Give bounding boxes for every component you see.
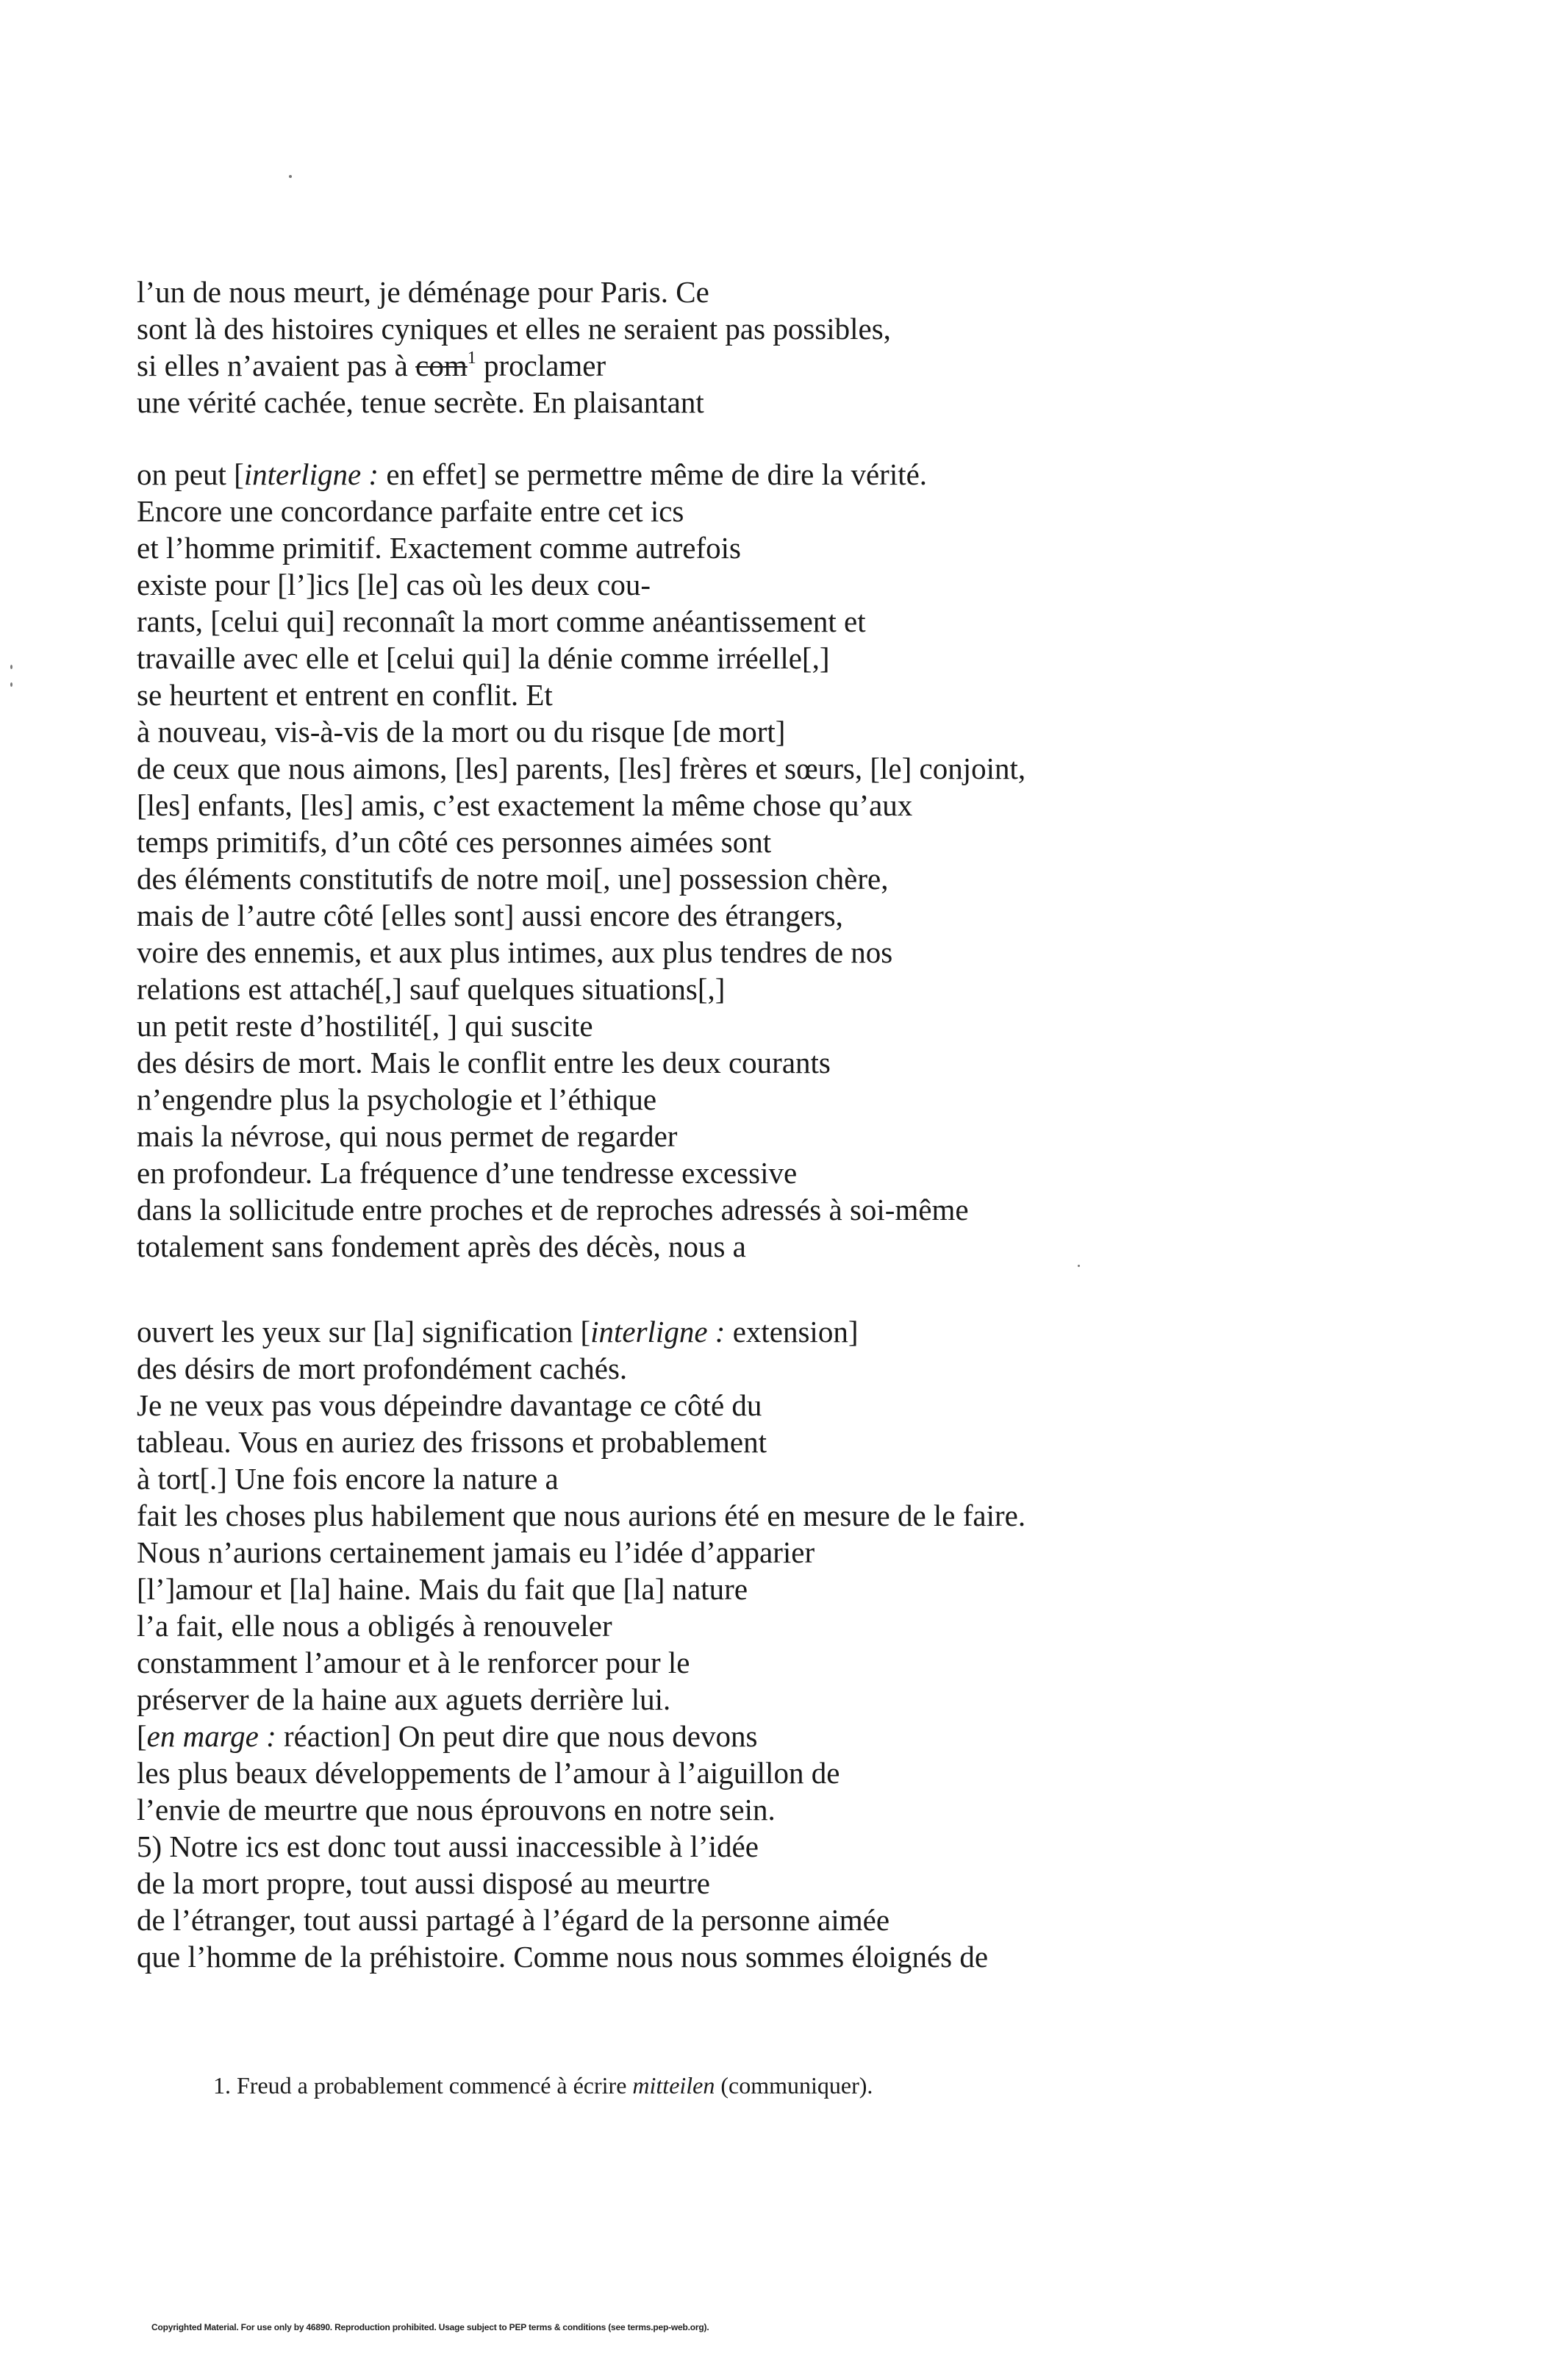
text-line: se heurtent et entrent en conflit. Et [137, 678, 553, 712]
editorial-note: interligne : [590, 1315, 726, 1349]
text-segment: si elles n’avaient pas à [137, 349, 416, 382]
scan-speck [289, 175, 292, 178]
text-line: existe pour [l’]ics [le] cas où les deux cou- [137, 568, 651, 601]
text-line: [l’]amour et [la] haine. Mais du fait que [la] nature [137, 1572, 748, 1606]
text-line: Encore une concordance parfaite entre cet ics [137, 494, 684, 528]
text-line: de la mort propre, tout aussi disposé au meurtre [137, 1866, 710, 1900]
text-line: 5) Notre ics est donc tout aussi inaccessible à l’idée [137, 1829, 759, 1863]
text-segment: 1. Freud a probablement commencé à écrire [213, 2072, 633, 2099]
paragraph-2 [137, 456, 1284, 1265]
text-segment: extension] [725, 1315, 859, 1349]
text-segment: ouvert les yeux sur [la] signification [ [137, 1315, 591, 1349]
text-line: travaille avec elle et [celui qui] la dénie comme irréelle[,] [137, 641, 830, 675]
text-segment: en effet] se permettre même de dire la vérité. [379, 457, 928, 491]
paragraph-1 [137, 274, 1284, 421]
editorial-note: en marge : [146, 1719, 276, 1753]
text-line: une vérité cachée, tenue secrète. En plaisantant [137, 385, 704, 419]
text-line: et l’homme primitif. Exactement comme autrefois [137, 531, 742, 565]
text-segment: [ [137, 1719, 147, 1753]
text-line: dans la sollicitude entre proches et de reproches adressés à soi-même [137, 1193, 969, 1227]
text-line: préserver de la haine aux aguets derrière lui. [137, 1682, 671, 1716]
text-line: n’engendre plus la psychologie et l’éthique [137, 1082, 657, 1116]
text-segment: (communiquer). [715, 2072, 873, 2099]
text-line: mais la névrose, qui nous permet de regarder [137, 1119, 678, 1153]
text-line: tableau. Vous en auriez des frissons et probablement [137, 1425, 767, 1459]
paragraph-3 [137, 1313, 1284, 1975]
text-line: fait les choses plus habilement que nous aurions été en mesure de le faire. [137, 1499, 1026, 1532]
copyright-notice: Copyrighted Material. For use only by 46890. Reproduction prohibited. Usage subject to PEP terms & conditions (see terms.pep-web.org). [151, 2322, 709, 2332]
text-line: l’un de nous meurt, je déménage pour Paris. Ce [137, 275, 709, 309]
footnote-term: mitteilen [632, 2072, 715, 2099]
text-line: Nous n’aurions certainement jamais eu l’idée d’apparier [137, 1535, 815, 1569]
text-segment: réaction] On peut dire que nous devons [276, 1719, 758, 1753]
text-line: de ceux que nous aimons, [les] parents, [les] frères et sœurs, [le] conjoint, [137, 751, 1026, 785]
struck-word: com [415, 349, 468, 382]
scan-speck [10, 682, 12, 687]
text-line: un petit reste d’hostilité[, ] qui suscite [137, 1009, 593, 1043]
text-line: en profondeur. La fréquence d’une tendresse excessive [137, 1156, 798, 1190]
text-line [137, 1313, 1284, 1350]
text-line: que l’homme de la préhistoire. Comme nous nous sommes éloignés de [137, 1940, 989, 1974]
text-line: des désirs de mort profondément cachés. [137, 1352, 628, 1385]
text-line [137, 456, 1284, 493]
text-line: constamment l’amour et à le renforcer pour le [137, 1646, 690, 1679]
footnote-marker: 1 [467, 349, 476, 368]
text-line: voire des ennemis, et aux plus intimes, aux plus tendres de nos [137, 935, 893, 969]
text-line [137, 347, 1284, 384]
text-line: totalement sans fondement après des décès, nous a [137, 1229, 746, 1263]
scan-speck [1078, 1265, 1080, 1267]
text-line: [les] enfants, [les] amis, c’est exactement la même chose qu’aux [137, 788, 913, 822]
text-line: rants, [celui qui] reconnaît la mort comme anéantissement et [137, 604, 866, 638]
text-line: l’envie de meurtre que nous éprouvons en notre sein. [137, 1793, 776, 1827]
text-line: relations est attaché[,] sauf quelques situations[,] [137, 972, 726, 1006]
text-line: des désirs de mort. Mais le conflit entre les deux courants [137, 1046, 831, 1079]
text-line: mais de l’autre côté [elles sont] aussi encore des étrangers, [137, 899, 843, 932]
text-line: à tort[.] Une fois encore la nature a [137, 1462, 559, 1496]
footnote [213, 2071, 873, 2100]
text-line: de l’étranger, tout aussi partagé à l’égard de la personne aimée [137, 1903, 890, 1937]
text-line: Je ne veux pas vous dépeindre davantage ce côté du [137, 1388, 762, 1422]
text-line: les plus beaux développements de l’amour à l’aiguillon de [137, 1756, 840, 1790]
text-line: à nouveau, vis-à-vis de la mort ou du risque [de mort] [137, 715, 786, 749]
editorial-note: interligne : [243, 457, 379, 491]
scan-speck [10, 665, 12, 669]
text-segment: proclamer [476, 349, 606, 382]
text-segment: on peut [ [137, 457, 244, 491]
text-line: des éléments constitutifs de notre moi[, une] possession chère, [137, 862, 889, 896]
text-line: temps primitifs, d’un côté ces personnes aimées sont [137, 825, 772, 859]
text-line: sont là des histoires cyniques et elles ne seraient pas possibles, [137, 312, 891, 346]
text-line: l’a fait, elle nous a obligés à renouveler [137, 1609, 612, 1643]
text-line [137, 1718, 1284, 1754]
